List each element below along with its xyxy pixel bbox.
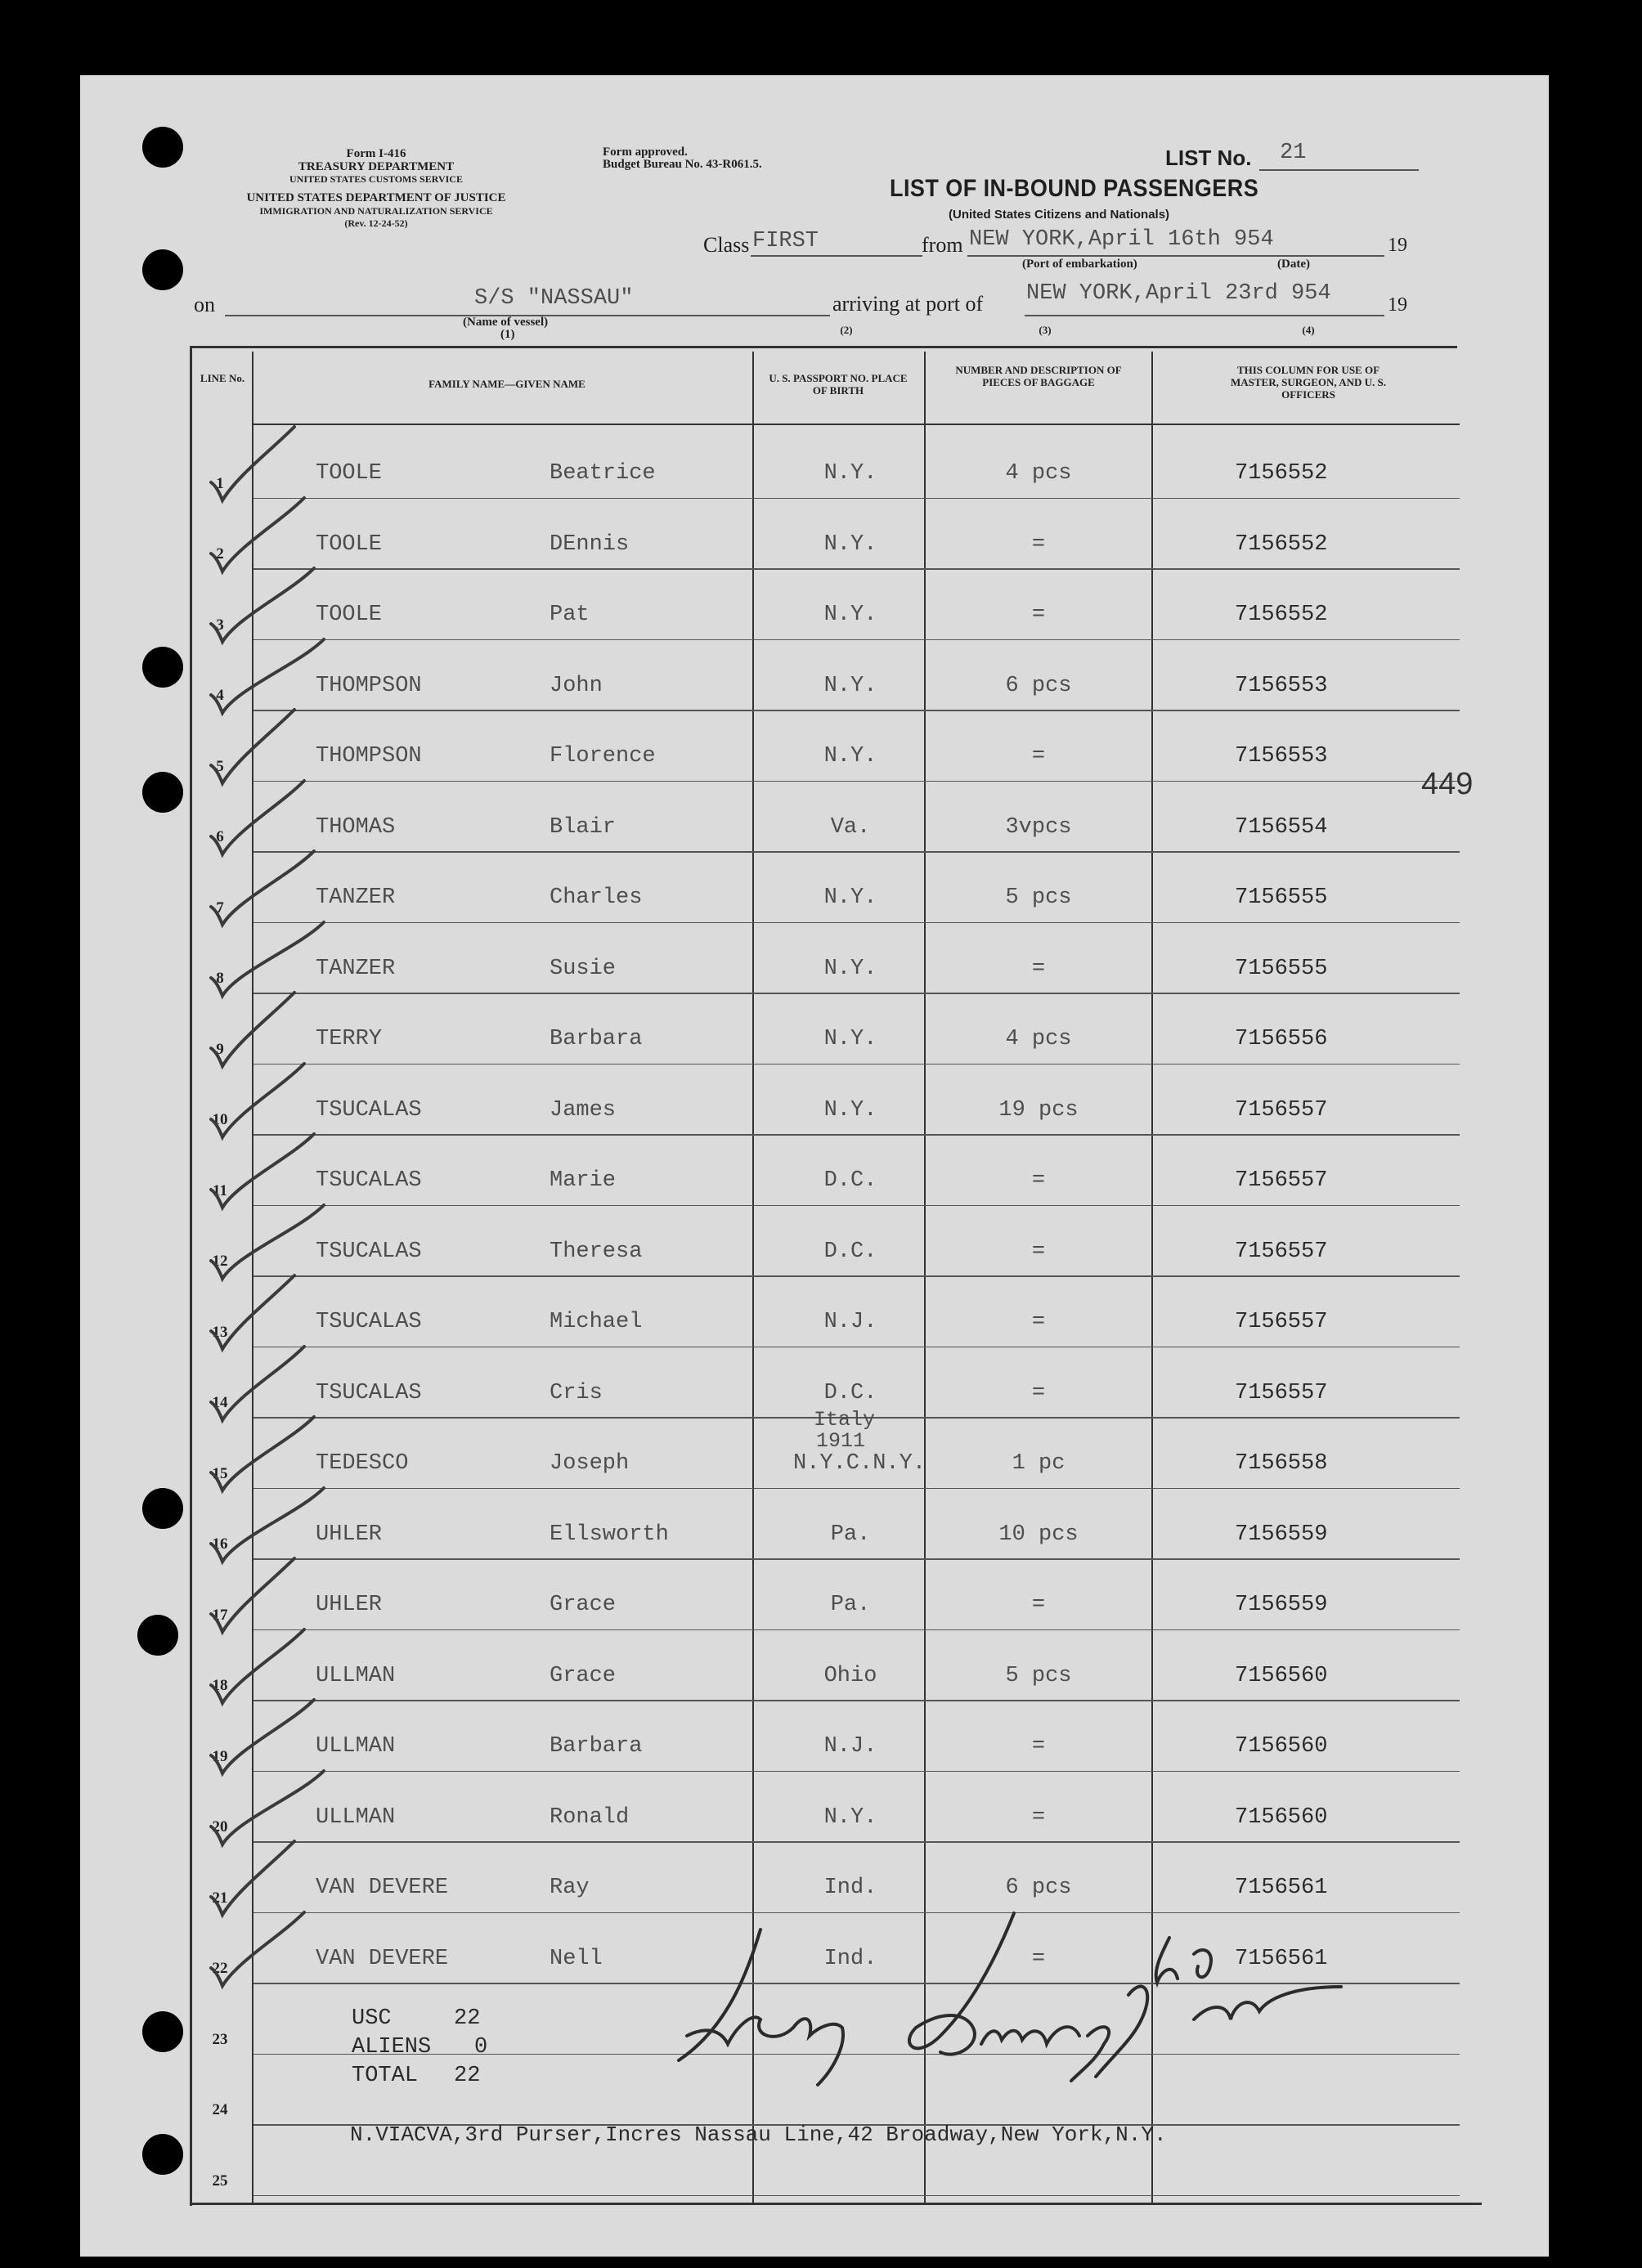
officer-code: 7156552: [1235, 531, 1328, 557]
baggage: =: [1031, 1380, 1046, 1405]
officer-code: 7156558: [1235, 1451, 1328, 1476]
given-name: Barbara: [550, 1027, 643, 1051]
baggage: 5 pcs: [1005, 1663, 1072, 1688]
given-name: Grace: [550, 1593, 617, 1617]
line-number: 19: [212, 1747, 228, 1765]
given-name: Charles: [550, 885, 643, 910]
date-caption: (Date): [1277, 258, 1310, 271]
from-label: from: [922, 233, 963, 257]
table-row: [0, 639, 1642, 710]
line-number: 2: [216, 545, 224, 563]
officer-code: 7156559: [1235, 1522, 1328, 1547]
line-number: 23: [212, 2030, 228, 2048]
place-of-birth: Pa.: [830, 1522, 871, 1547]
table-row: [0, 993, 1642, 1064]
family-name: TANZER: [316, 956, 396, 981]
line-number: 5: [216, 757, 224, 775]
table-row: [0, 427, 1642, 498]
line-number: 7: [216, 899, 224, 917]
given-name: Susie: [550, 956, 617, 981]
given-name: Blair: [550, 814, 617, 840]
table-row: [0, 1205, 1642, 1276]
family-name: THOMPSON: [316, 744, 422, 769]
table-row: [0, 1841, 1642, 1912]
officer-code: 7156553: [1235, 673, 1328, 698]
col-num-passport: (2): [840, 324, 853, 336]
place-of-birth: N.Y.: [823, 1804, 877, 1830]
document-subtitle: (United States Citizens and Nationals): [949, 208, 1170, 222]
line-number: 22: [212, 1960, 228, 1977]
vessel-caption: (Name of vessel): [463, 316, 549, 329]
ins-service: IMMIGRATION AND NATURALIZATION SERVICE: [259, 205, 493, 217]
family-name: TOOLE: [316, 603, 383, 627]
given-name: Pat: [550, 603, 590, 627]
line-number: 3: [216, 616, 224, 634]
col-header-baggage: NUMBER AND DESCRIPTION OF PIECES OF BAGGAGE: [955, 364, 1122, 388]
arriving-label: arriving at port of: [832, 292, 984, 316]
given-name: Ellsworth: [550, 1522, 669, 1547]
underline: [751, 255, 922, 257]
col-header-line: LINE No.: [200, 372, 245, 384]
table-row: [0, 1700, 1642, 1771]
binder-hole: [142, 2134, 183, 2175]
family-name: TSUCALAS: [316, 1239, 422, 1264]
vessel-num: (1): [500, 328, 515, 341]
budget-bureau: Budget Bureau No. 43-R061.5.: [603, 158, 762, 171]
baggage: 4 pcs: [1005, 461, 1072, 486]
family-name: TSUCALAS: [316, 1380, 422, 1405]
baggage: =: [1031, 956, 1046, 981]
officer-code: 7156555: [1235, 956, 1328, 981]
given-name: Theresa: [550, 1239, 643, 1264]
line-number: 10: [212, 1111, 228, 1128]
place-of-birth: N.Y.: [823, 1097, 877, 1123]
list-no-label: LIST No.: [1165, 146, 1252, 170]
underline: [967, 255, 1384, 257]
family-name: TSUCALAS: [316, 1168, 422, 1193]
signature-text: [1088, 2093, 1094, 2094]
officer-code: 7156554: [1235, 814, 1328, 840]
baggage: =: [1031, 1946, 1046, 1971]
given-name: Marie: [550, 1168, 617, 1193]
given-name: James: [550, 1097, 617, 1123]
given-name: Joseph: [550, 1451, 630, 1476]
officer-code: 7156557: [1235, 1239, 1328, 1264]
binder-hole: [142, 2011, 183, 2052]
aliens-value: 0: [474, 2035, 488, 2060]
officer-code: 7156552: [1235, 603, 1328, 627]
inspector-signature: [671, 1905, 1374, 2093]
officer-code: 7156553: [1235, 744, 1328, 769]
form-number: Form I-416: [346, 147, 406, 160]
line-number: 14: [212, 1394, 228, 1411]
place-of-birth: D.C.: [823, 1380, 877, 1405]
given-name: Ray: [550, 1876, 590, 1900]
officer-code: 7156557: [1235, 1310, 1328, 1334]
side-number: 449: [1421, 767, 1474, 801]
officer-code: 7156556: [1235, 1027, 1328, 1051]
underline: [1259, 169, 1419, 171]
baggage: =: [1031, 531, 1046, 557]
given-name: Nell: [550, 1946, 603, 1971]
family-name: THOMAS: [316, 814, 396, 840]
line-number: 16: [212, 1535, 228, 1553]
officer-code: 7156557: [1235, 1168, 1328, 1193]
place-of-birth: Ohio: [823, 1663, 877, 1688]
given-name: Cris: [550, 1380, 603, 1405]
line-number: 21: [212, 1889, 228, 1907]
family-name: TOOLE: [316, 461, 383, 486]
baggage: 6 pcs: [1005, 1876, 1072, 1900]
table-row: [0, 568, 1642, 639]
given-name: Michael: [550, 1310, 643, 1334]
usc-value: 22: [454, 2006, 481, 2031]
baggage: 19 pcs: [998, 1097, 1079, 1123]
line-number: 17: [212, 1606, 228, 1624]
col-header-officers: THIS COLUMN FOR USE OF MASTER, SURGEON, AND U. S. OFFICERS: [1231, 364, 1386, 401]
total-value: 22: [454, 2064, 481, 2088]
table-row: [0, 1064, 1642, 1135]
purser-line: N.VIACVA,3rd Purser,Incres Nassau Line,42 Broadway,New York,N.Y.: [350, 2122, 1167, 2147]
table-row: [0, 1771, 1642, 1842]
total-label: TOTAL: [352, 2064, 419, 2088]
officer-code: 7156557: [1235, 1097, 1328, 1123]
table-row: [0, 781, 1642, 852]
class-label: Class: [703, 233, 750, 257]
place-of-birth: Ind.: [823, 1876, 877, 1900]
family-name: TERRY: [316, 1027, 383, 1051]
table-top-border: [190, 346, 1457, 348]
place-of-birth: N.Y.: [823, 673, 877, 698]
table-bottom-border: [190, 2203, 1482, 2205]
line-number: 24: [212, 2101, 228, 2118]
place-of-birth: N.J.: [823, 1734, 877, 1759]
family-name: ULLMAN: [316, 1663, 396, 1688]
officer-code: 7156560: [1235, 1804, 1328, 1830]
line-number: 8: [216, 970, 224, 987]
family-name: UHLER: [316, 1522, 383, 1547]
line-number: 25: [212, 2172, 228, 2190]
given-name: DEnnis: [550, 531, 630, 557]
family-name: TANZER: [316, 885, 396, 910]
row-separator: [253, 2195, 1460, 2197]
class-value: FIRST: [752, 229, 819, 253]
officer-code: 7156560: [1235, 1663, 1328, 1688]
place-of-birth: Va.: [830, 814, 871, 840]
place-of-birth: N.Y.C.N.Y.: [793, 1451, 926, 1476]
family-name: VAN DEVERE: [316, 1946, 449, 1971]
given-name: Grace: [550, 1663, 617, 1688]
treasury-dept: TREASURY DEPARTMENT: [298, 160, 455, 173]
binder-hole: [142, 249, 183, 290]
table-row: [0, 498, 1642, 569]
row15-birth-year: 1911: [816, 1429, 866, 1453]
baggage: 5 pcs: [1005, 885, 1072, 910]
baggage: 4 pcs: [1005, 1027, 1072, 1051]
family-name: TSUCALAS: [316, 1310, 422, 1334]
place-of-birth: D.C.: [823, 1168, 877, 1193]
line-number: 6: [216, 828, 224, 845]
justice-dept: UNITED STATES DEPARTMENT OF JUSTICE: [246, 191, 506, 204]
customs-service: UNITED STATES CUSTOMS SERVICE: [289, 173, 463, 185]
table-row: [0, 1488, 1642, 1559]
port-caption: (Port of embarkation): [1022, 258, 1137, 271]
officer-code: 7156559: [1235, 1593, 1328, 1617]
table-row: [0, 710, 1642, 781]
table-row: [0, 922, 1642, 993]
col-num-baggage: (3): [1039, 324, 1052, 336]
baggage: =: [1031, 1804, 1046, 1830]
col-header-passport: U. S. PASSPORT NO. PLACE OF BIRTH: [769, 372, 908, 397]
family-name: THOMPSON: [316, 673, 422, 698]
baggage: 1 pc: [1012, 1451, 1066, 1476]
officer-code: 7156560: [1235, 1734, 1328, 1759]
header-underline: [253, 424, 1460, 425]
place-of-birth: Ind.: [823, 1946, 877, 1971]
table-row: [0, 1347, 1642, 1418]
given-name: Florence: [550, 744, 656, 769]
check-mark-icon: [204, 1904, 335, 1994]
baggage: =: [1031, 603, 1046, 627]
line-number: 1: [216, 474, 224, 492]
from-value: NEW YORK,April 16th 954: [969, 227, 1274, 252]
place-of-birth: N.Y.: [823, 744, 877, 769]
baggage: =: [1031, 1310, 1046, 1334]
place-of-birth: N.Y.: [823, 885, 877, 910]
table-row: [0, 1134, 1642, 1205]
binder-hole: [142, 127, 183, 168]
place-of-birth: N.Y.: [823, 531, 877, 557]
baggage: 3vpcs: [1005, 814, 1072, 840]
officer-code: 7156561: [1235, 1876, 1328, 1900]
table-row: [0, 1629, 1642, 1701]
table-row: [0, 851, 1642, 922]
line-number: 15: [212, 1464, 228, 1482]
family-name: VAN DEVERE: [316, 1876, 449, 1900]
officer-code: 7156557: [1235, 1380, 1328, 1405]
baggage: =: [1031, 1168, 1046, 1193]
line-number: 9: [216, 1040, 224, 1058]
place-of-birth: N.Y.: [823, 461, 877, 486]
baggage: =: [1031, 1239, 1046, 1264]
place-of-birth: Pa.: [830, 1593, 871, 1617]
line-number: 18: [212, 1677, 228, 1694]
line-number: 11: [213, 1181, 227, 1199]
table-row: [0, 1558, 1642, 1629]
place-of-birth: N.Y.: [823, 603, 877, 627]
table-row: [0, 1275, 1642, 1347]
year-suffix-2: 19: [1388, 294, 1407, 316]
given-name: John: [550, 673, 603, 698]
aliens-label: ALIENS: [352, 2035, 432, 2060]
underline: [1025, 315, 1384, 316]
on-label: on: [194, 293, 215, 316]
list-no-value: 21: [1280, 141, 1307, 165]
family-name: ULLMAN: [316, 1804, 396, 1830]
line-number: 12: [212, 1253, 228, 1270]
baggage: =: [1031, 744, 1046, 769]
given-name: Ronald: [550, 1804, 630, 1830]
document-title: LIST OF IN-BOUND PASSENGERS: [890, 175, 1259, 202]
form-approved: Form approved.: [603, 146, 688, 159]
family-name: TSUCALAS: [316, 1097, 422, 1123]
officer-code: 7156561: [1235, 1946, 1328, 1971]
line-number: 20: [212, 1818, 228, 1835]
baggage: =: [1031, 1593, 1046, 1617]
col-num-officers: (4): [1302, 324, 1315, 336]
officer-code: 7156555: [1235, 885, 1328, 910]
baggage: 6 pcs: [1005, 673, 1072, 698]
family-name: TEDESCO: [316, 1451, 409, 1476]
place-of-birth: N.Y.: [823, 1027, 877, 1051]
revision: (Rev. 12-24-52): [344, 217, 408, 229]
col-header-name: FAMILY NAME—GIVEN NAME: [428, 378, 585, 390]
line-number: 4: [216, 687, 224, 704]
given-name: Barbara: [550, 1734, 643, 1759]
vessel-value: S/S "NASSAU": [474, 286, 634, 311]
place-of-birth: N.J.: [823, 1310, 877, 1334]
family-name: ULLMAN: [316, 1734, 396, 1759]
baggage: =: [1031, 1734, 1046, 1759]
usc-label: USC: [352, 2006, 392, 2031]
place-of-birth: D.C.: [823, 1239, 877, 1264]
given-name: Beatrice: [550, 461, 656, 486]
arriving-value: NEW YORK,April 23rd 954: [1026, 281, 1331, 306]
place-of-birth: N.Y.: [823, 956, 877, 981]
officer-code: 7156552: [1235, 461, 1328, 486]
baggage: 10 pcs: [998, 1522, 1079, 1547]
line-number: 13: [212, 1323, 228, 1341]
row15-birth-country: Italy: [814, 1408, 876, 1432]
family-name: UHLER: [316, 1593, 383, 1617]
year-suffix: 19: [1388, 235, 1407, 256]
family-name: TOOLE: [316, 531, 383, 557]
